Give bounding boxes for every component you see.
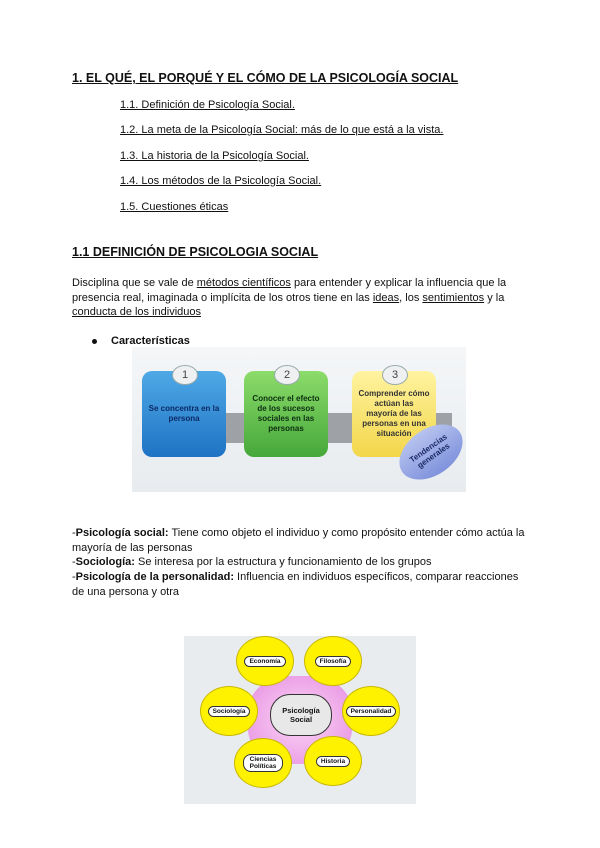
petal-historia [304, 736, 362, 786]
card-2-text: Conocer el efecto de los sucesos sociales en las personas [252, 394, 320, 433]
toc-link-1-4[interactable]: 1.4. Los métodos de la Psicología Social. [120, 175, 322, 187]
petal-label: Sociología [208, 706, 251, 717]
petal-label: Historia [316, 756, 350, 767]
petal-filosofia [304, 636, 362, 686]
definition-text: y la [484, 291, 505, 304]
toc-link-1-5[interactable]: 1.5. Cuestiones éticas [120, 201, 229, 213]
petal-label: Filosofía [315, 656, 352, 667]
discipline-personalidad [72, 570, 532, 599]
toc-link-1-3[interactable]: 1.3. La historia de la Psicología Social. [120, 150, 309, 162]
discipline-term: Psicología social: [75, 527, 169, 539]
card-3-number: 3 [382, 365, 408, 385]
card-1-number: 1 [172, 365, 198, 385]
discipline-desc: Influencia en individuos específicos, comparar reacciones de una persona y otra [72, 571, 519, 598]
card-3-text: Comprender cómo actúan las mayoría de las personas en una situación [358, 389, 430, 438]
bullet-label: Características [111, 335, 190, 347]
link-ideas: ideas [372, 291, 400, 304]
petal-label: Personalidad [346, 706, 397, 717]
discipline-term: Sociología: [75, 556, 135, 568]
center-node [270, 694, 332, 736]
discipline-desc: Tiene como objeto el individuo y como propósito entender cómo actúa la mayoría de las personas [72, 527, 525, 554]
bullet-caracteristicas [92, 335, 190, 347]
definition-text: , los [399, 291, 423, 304]
definition-text: para entender y explicar la influencia que la presencia real, imaginada o implícita de los otros tiene en las [72, 277, 507, 304]
discipline-term: Psicología de la personalidad: [75, 571, 234, 583]
page-heading: 1. EL QUÉ, EL PORQUÉ Y EL CÓMO DE LA PSICOLOGÍA SOCIAL [72, 71, 459, 85]
discipline-prefix: - [72, 571, 76, 583]
link-conducta: conducta de los individuos [72, 306, 202, 318]
discipline-prefix: - [72, 527, 76, 539]
petal-ciencias-politicas [234, 738, 292, 788]
discipline-sociologia [72, 555, 532, 570]
petal-personalidad [342, 686, 400, 736]
discipline-prefix: - [72, 556, 76, 568]
definition-text: Disciplina que se vale de [72, 277, 197, 289]
petal-economia [236, 636, 294, 686]
card-2-number: 2 [274, 365, 300, 385]
discipline-psicologia-social [72, 526, 532, 555]
link-metodos: métodos científicos [196, 277, 291, 289]
link-sentimientos: sentimientos [422, 291, 485, 304]
bullet-dot-icon [92, 339, 97, 344]
tendencias-text: Tendencias generales [408, 432, 452, 471]
center-label: Psicología Social [282, 706, 320, 724]
disciplines-diagram [184, 636, 416, 804]
toc-link-1-1[interactable]: 1.1. Definición de Psicología Social. [120, 99, 295, 111]
card-1-text: Se concentra en la persona [148, 404, 220, 423]
petal-label: Economía [244, 656, 285, 667]
toc-link-1-2[interactable]: 1.2. La meta de la Psicología Social: más de lo que está a la vista. [120, 124, 444, 136]
characteristics-diagram [132, 347, 466, 492]
petal-label: Ciencias Políticas [243, 754, 283, 772]
section-heading: 1.1 DEFINICIÓN DE PSICOLOGIA SOCIAL [72, 245, 319, 259]
discipline-desc: Se interesa por la estructura y funcionamiento de los grupos [134, 556, 432, 568]
definition-paragraph [72, 276, 522, 320]
petal-sociologia [200, 686, 258, 736]
